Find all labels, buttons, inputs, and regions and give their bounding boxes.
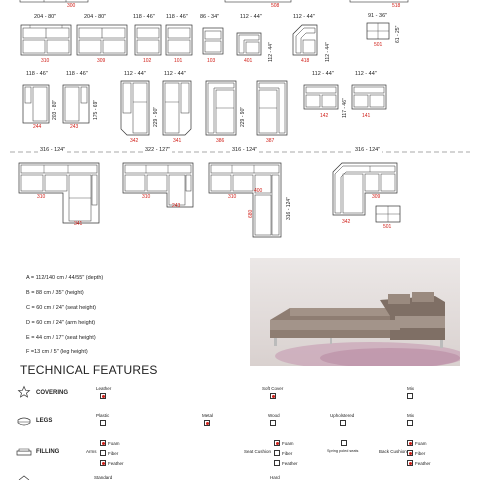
arms-label: Arms [86, 449, 97, 454]
sofa-module-501 [366, 22, 390, 40]
composition-310-341 [18, 162, 100, 224]
cushion-icon [16, 448, 32, 458]
module-code: 342 [130, 138, 139, 144]
back-foam-checkbox[interactable] [407, 440, 413, 446]
option-label: Mix [407, 386, 414, 391]
spec-line: E = 44 cm / 17" (seat height) [26, 335, 96, 341]
sofa-cut-3 [350, 0, 410, 5]
spec-line: B = 88 cm / 35" (height) [26, 290, 84, 296]
module-code: 341 [173, 138, 182, 144]
module-width: 112 - 44" [355, 71, 377, 77]
module-code: 518 [392, 3, 401, 9]
module-code: 244 [33, 124, 42, 130]
sofa-cut-2 [225, 0, 295, 5]
spec-line: F =13 cm / 5" (leg height) [26, 349, 88, 355]
arms-feather-checkbox[interactable] [100, 460, 106, 466]
sofa-module-243 [62, 84, 90, 124]
legs-icon [17, 417, 31, 427]
mix-legs-checkbox[interactable] [407, 420, 413, 426]
composition-width: 316 - 124" [232, 147, 258, 153]
module-depth: 117 - 46" [342, 98, 348, 118]
sofa-module-101 [165, 24, 193, 56]
back-fiber-checkbox[interactable] [407, 450, 413, 456]
star-icon [18, 386, 30, 398]
module-code: 508 [271, 3, 280, 9]
module-depth: 112 - 44" [325, 42, 331, 62]
module-code: 501 [383, 224, 392, 230]
sofa-module-244 [22, 84, 50, 124]
module-code: 400 [254, 188, 263, 194]
module-depth: 203 - 80" [52, 99, 58, 120]
composition-width: 316 - 124" [355, 147, 381, 153]
composition-310-400-680 [208, 162, 282, 238]
back-feather-checkbox[interactable] [407, 460, 413, 466]
sofa-module-310 [20, 24, 72, 56]
filling-label: FILLING [36, 449, 60, 455]
composition-310-243 [122, 162, 194, 208]
sofa-module-386 [205, 80, 237, 136]
sofa-module-387 [256, 80, 288, 136]
soft-cover-checkbox[interactable] [270, 393, 276, 399]
module-width: 112 - 44" [293, 14, 315, 20]
module-code: 102 [143, 58, 152, 64]
option-label: Foam [415, 441, 427, 446]
option-label: Fiber [415, 451, 426, 456]
ottoman-501 [375, 205, 401, 223]
seat-fiber-checkbox[interactable] [274, 450, 280, 456]
module-depth: 229 - 90" [240, 106, 246, 127]
module-width: 118 - 46" [26, 71, 48, 77]
module-width: 112 - 44" [124, 71, 146, 77]
module-width: 112 - 44" [312, 71, 334, 77]
module-code: 310 [37, 194, 46, 200]
module-code: 103 [207, 58, 216, 64]
back-cushion-label: Back Cushion [379, 449, 407, 454]
metal-checkbox[interactable] [204, 420, 210, 426]
plastic-checkbox[interactable] [100, 420, 106, 426]
wood-checkbox[interactable] [270, 420, 276, 426]
module-depth: 112 - 44" [268, 42, 274, 62]
module-code: 387 [266, 138, 275, 144]
spring-seats-label: Spring poled seats [327, 449, 359, 453]
module-code: 310 [41, 58, 50, 64]
module-depth: 61 - 25" [395, 25, 401, 43]
seat-cushion-label: Seat Cushion [244, 449, 272, 454]
module-code: 680 [248, 209, 254, 218]
module-depth: 229 - 90" [153, 106, 159, 127]
module-code: 300 [67, 3, 76, 9]
composition-depth: 316 - 124" [286, 197, 292, 220]
option-label: Metal [202, 413, 214, 418]
module-code: 142 [320, 113, 329, 119]
sofa-module-401 [236, 32, 262, 56]
sofa-module-309 [76, 24, 128, 56]
seat-feather-checkbox[interactable] [274, 460, 280, 466]
option-label: Soft Cover [262, 386, 284, 391]
spring-seats-checkbox[interactable] [341, 440, 347, 446]
composition-width: 322 - 127" [145, 147, 171, 153]
option-label: Feather [282, 461, 298, 466]
spec-line: D = 60 cm / 24" (arm height) [26, 320, 96, 326]
upholstered-checkbox[interactable] [340, 420, 346, 426]
option-label: Leather [96, 386, 112, 391]
module-width: 86 - 34" [200, 14, 220, 20]
module-code: 101 [174, 58, 183, 64]
module-width: 112 - 44" [164, 71, 186, 77]
sofa-cut-1 [20, 0, 90, 5]
sofa-module-103 [202, 27, 224, 55]
module-code: 310 [142, 194, 151, 200]
module-width: 91 - 36" [368, 13, 388, 19]
covering-label: COVERING [36, 390, 69, 396]
module-code: 418 [301, 58, 310, 64]
option-label: Fiber [282, 451, 293, 456]
sofa-module-141 [351, 84, 387, 110]
sofa-photo-illustration [250, 258, 460, 366]
product-photo [250, 258, 460, 366]
legs-label: LEGS [36, 418, 53, 424]
module-code: 386 [216, 138, 225, 144]
arms-fiber-checkbox[interactable] [100, 450, 106, 456]
module-code: 342 [342, 219, 351, 225]
module-code: 309 [97, 58, 106, 64]
module-code: 309 [372, 194, 381, 200]
module-code: 401 [244, 58, 253, 64]
module-code: 501 [374, 42, 383, 48]
leather-checkbox[interactable] [100, 393, 106, 399]
hard-label: Hard [270, 475, 280, 480]
sofa-module-102 [134, 24, 162, 56]
option-label: Feather [108, 461, 124, 466]
option-label: Mix [407, 413, 414, 418]
module-width: 118 - 46" [66, 71, 88, 77]
top-strip [0, 0, 480, 10]
module-width: 112 - 44" [240, 14, 262, 20]
module-width: 118 - 46" [166, 14, 188, 20]
partial-icon [18, 476, 30, 480]
mix-covering-checkbox[interactable] [407, 393, 413, 399]
seat-foam-checkbox[interactable] [274, 440, 280, 446]
option-label: Upholstered [330, 413, 355, 418]
standard-label: Standard [94, 475, 113, 480]
option-label: Plastic [96, 413, 110, 418]
module-code: 141 [362, 113, 371, 119]
option-label: Foam [108, 441, 120, 446]
module-code: 310 [228, 194, 237, 200]
sofa-module-342 [120, 80, 150, 136]
sofa-module-142 [303, 84, 339, 110]
module-width: 118 - 46" [133, 14, 155, 20]
sofa-module-341 [162, 80, 192, 136]
option-label: Wood [268, 413, 280, 418]
module-code: 341 [74, 221, 83, 227]
spec-line: A = 112/140 cm / 44/55" (depth) [26, 275, 104, 281]
arms-foam-checkbox[interactable] [100, 440, 106, 446]
option-label: Feather [415, 461, 431, 466]
module-code: 243 [172, 203, 181, 209]
spec-line: C = 60 cm / 24" (seat height) [26, 305, 96, 311]
composition-width: 316 - 124" [40, 147, 66, 153]
module-width: 204 - 80" [84, 14, 107, 20]
option-label: Foam [282, 441, 294, 446]
option-label: Fiber [108, 451, 119, 456]
module-depth: 175 - 69" [93, 99, 99, 120]
technical-features-title: TECHNICAL FEATURES [20, 363, 158, 377]
sofa-module-418 [292, 24, 318, 56]
module-code: 243 [70, 124, 79, 130]
module-width: 204 - 80" [34, 14, 57, 20]
